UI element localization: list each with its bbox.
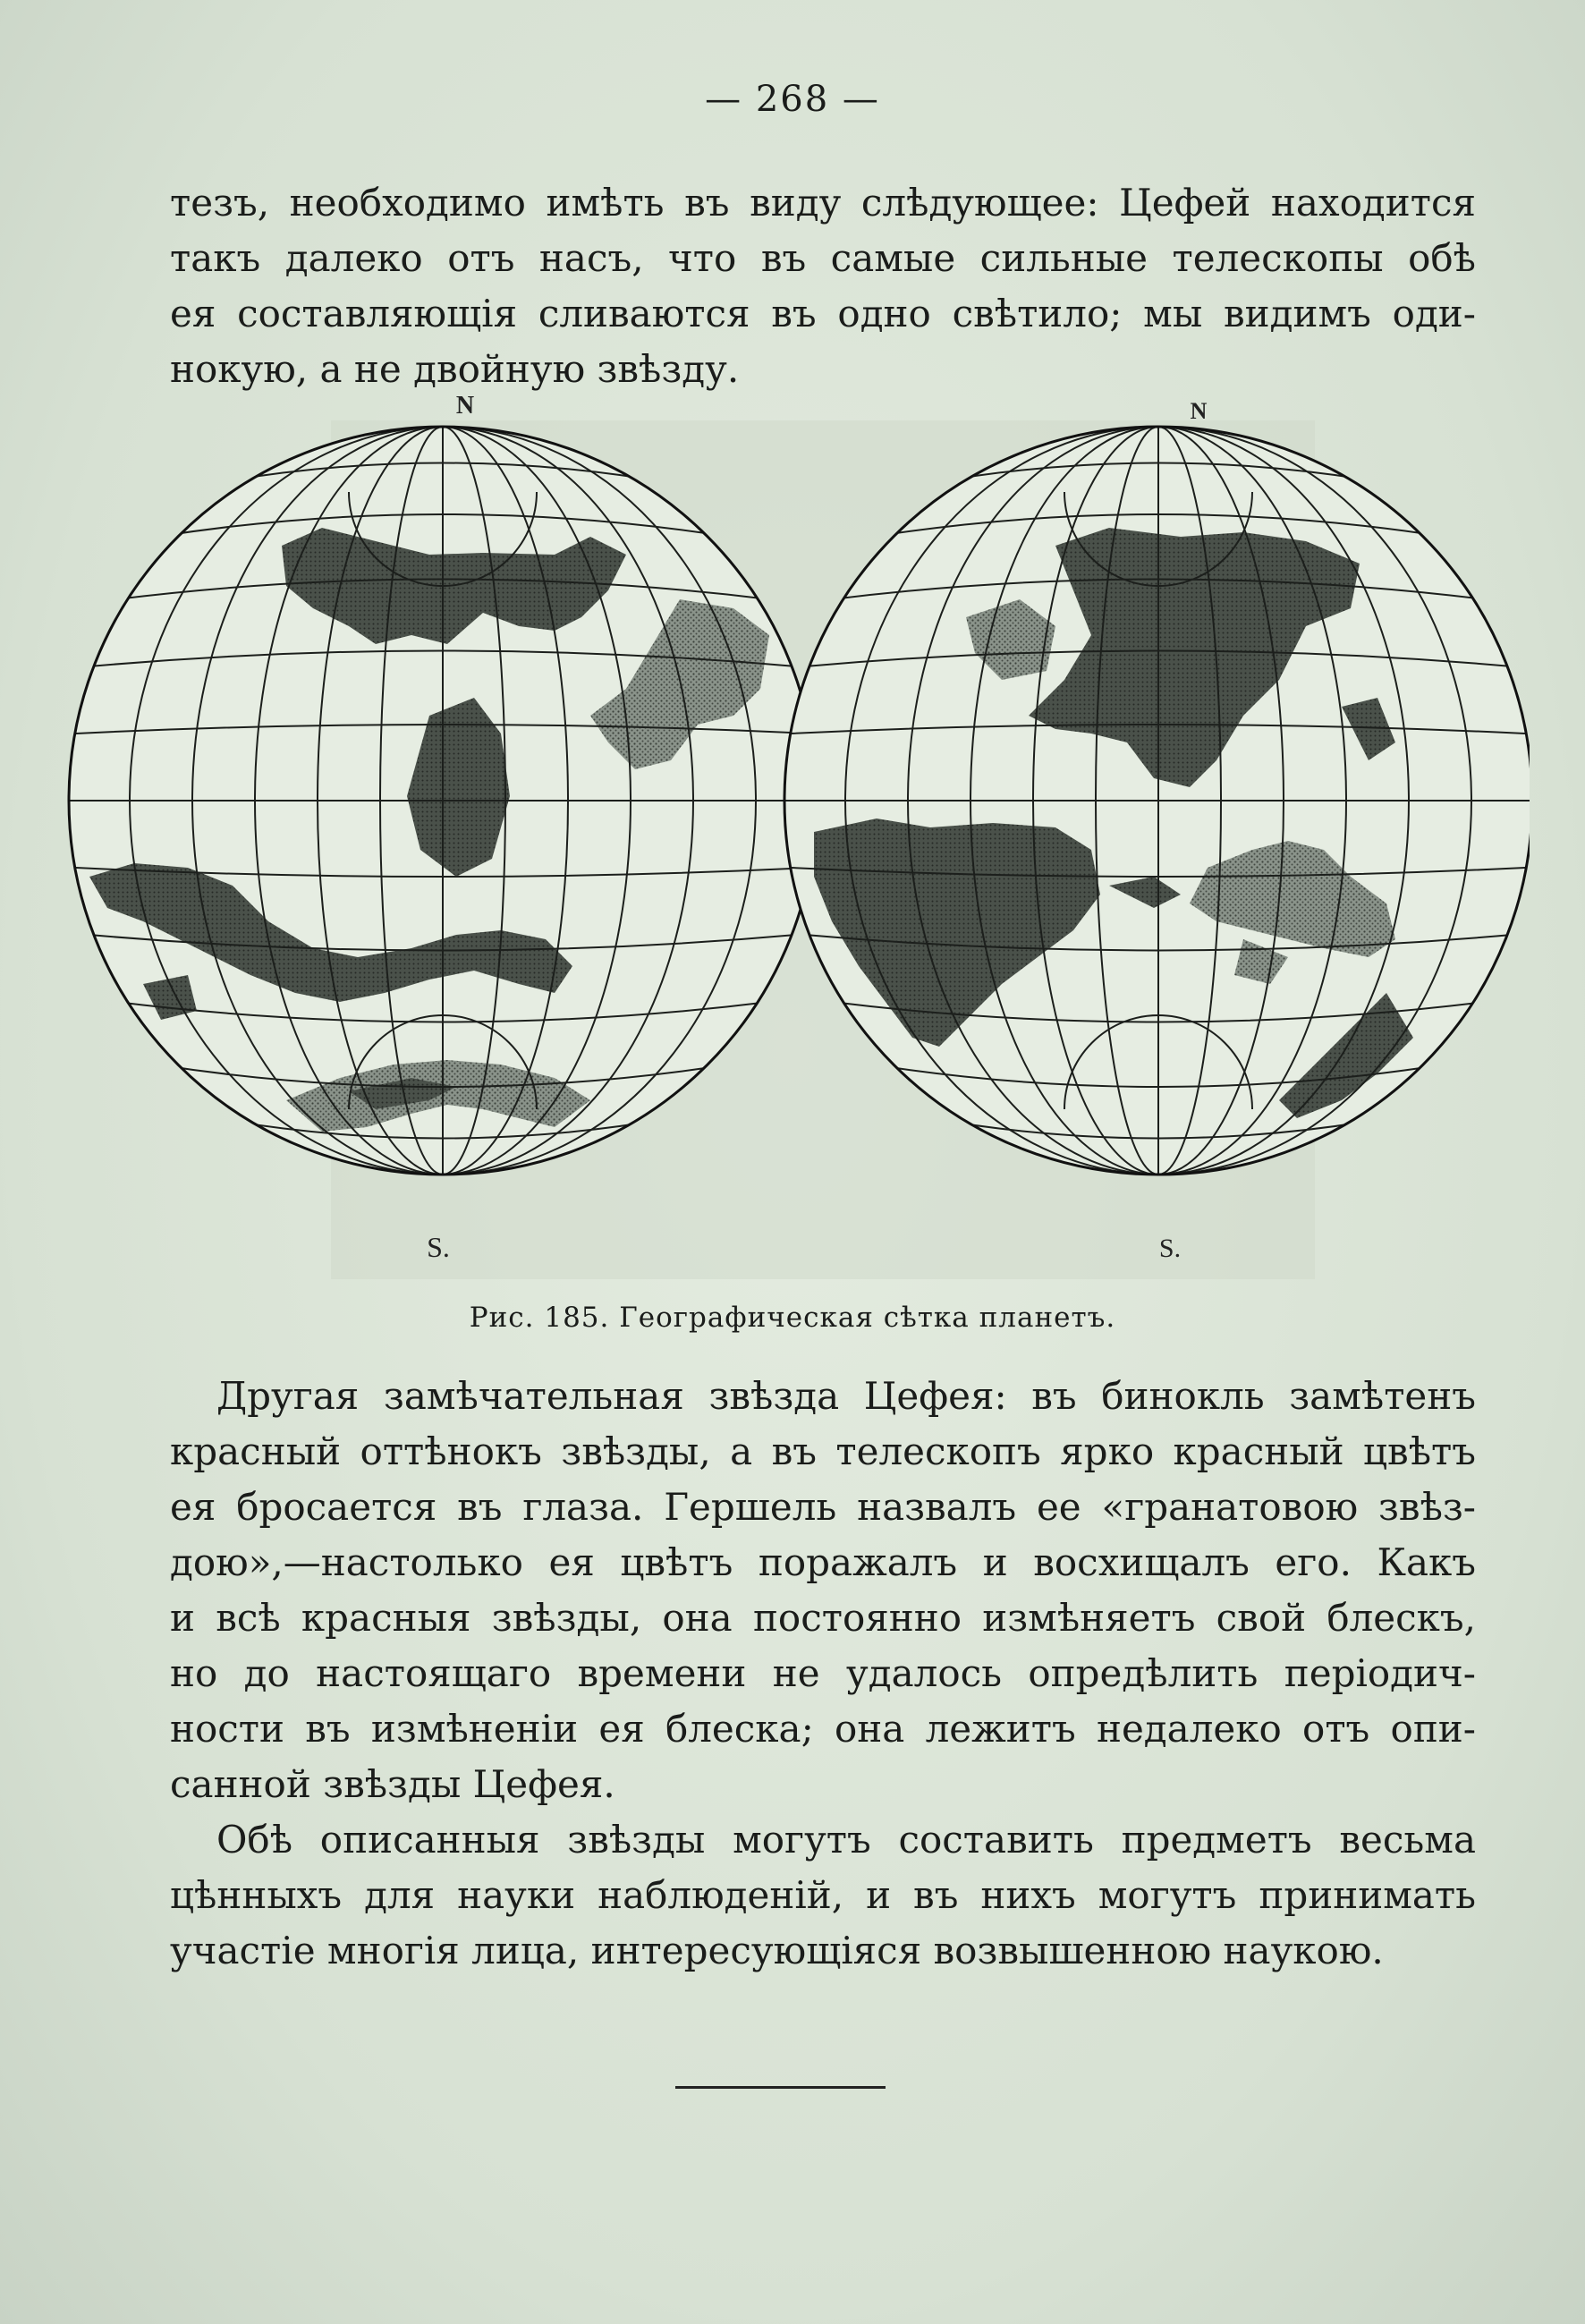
- text-line: но до настоящаго времени не удалось опредѣлить періодич-: [170, 1651, 1476, 1695]
- text-line: Другая замѣчательная звѣзда Цефея: въ бинокль замѣтенъ: [216, 1374, 1476, 1418]
- text-line: дою»,—настолько ея цвѣтъ поражалъ и восхищалъ его. Какъ: [170, 1540, 1476, 1584]
- left-hemisphere: [54, 420, 832, 1190]
- text-line: участіе многія лица, интересующіяся возвышенною наукою.: [170, 1929, 1384, 1972]
- page-number: — 268 —: [705, 79, 880, 120]
- text-line: Обѣ описанныя звѣзды могутъ составить предметъ весьма: [216, 1818, 1476, 1862]
- text-line: санной звѣзды Цефея.: [170, 1762, 615, 1806]
- right-south-label: S.: [1158, 1234, 1182, 1263]
- hemispheres-illustration: [54, 385, 1530, 1279]
- text-line: и всѣ красныя звѣзды, она постоянно измѣняетъ свой блескъ,: [170, 1596, 1476, 1640]
- text-line: такъ далеко отъ насъ, что въ самые сильные телескопы обѣ: [170, 236, 1476, 280]
- text-line: ности въ измѣненіи ея блеска; она лежитъ недалеко отъ опи-: [170, 1707, 1476, 1751]
- top-paragraph: [170, 175, 1476, 397]
- text-line: ея составляющія сливаются въ одно свѣтило; мы видимъ оди-: [170, 292, 1476, 335]
- planet-grid-figure: [54, 392, 1530, 1279]
- text-line: ея бросается въ глаза. Гершель назвалъ ее «гранатовою звѣз-: [170, 1485, 1476, 1529]
- right-hemisphere: [769, 420, 1530, 1190]
- text-line: нокую, а не двойную звѣзду.: [170, 347, 740, 391]
- text-line: цѣнныхъ для науки наблюденій, и въ нихъ могутъ принимать: [170, 1873, 1476, 1917]
- text-line: красный оттѣнокъ звѣзды, а въ телескопъ ярко красный цвѣтъ: [170, 1429, 1476, 1473]
- figure-caption: Рис. 185. Географическая сѣтка планетъ.: [469, 1302, 1116, 1334]
- right-north-label: N: [1190, 398, 1208, 424]
- end-rule-divider: [675, 2086, 886, 2089]
- left-south-label: S.: [427, 1231, 450, 1263]
- text-line: тезъ, необходимо имѣть въ виду слѣдующее: Цефей находится: [170, 181, 1476, 225]
- main-paragraphs: [170, 1369, 1476, 1979]
- left-north-label: N: [455, 392, 475, 420]
